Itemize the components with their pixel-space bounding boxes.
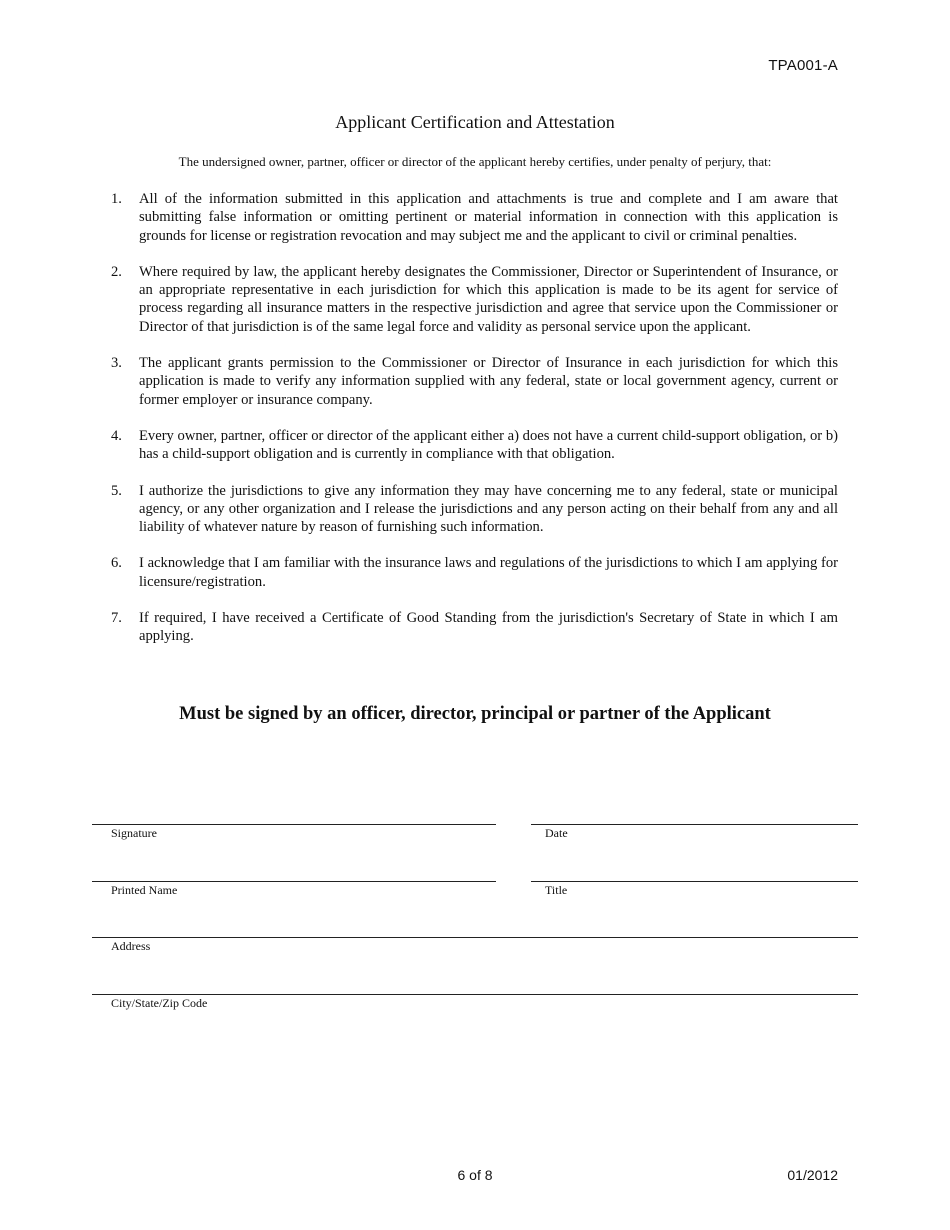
attestation-list [111, 190, 838, 664]
document-title: Applicant Certification and Attestation [335, 112, 615, 132]
item-number: 3. [111, 355, 122, 372]
signature-field[interactable] [92, 824, 496, 840]
item-text: If required, I have received a Certificate of Good Standing from the jurisdiction's Secretary of State in which I am applying. [139, 610, 838, 645]
item-number: 7. [111, 610, 122, 627]
item-text: I acknowledge that I am familiar with the insurance laws and regulations of the jurisdictions to which I am applying for licensure/registration. [139, 555, 838, 590]
attestation-item [111, 263, 838, 336]
item-text: All of the information submitted in this application and attachments is true and complete and I am aware that submitting false information or omitting pertinent or material information in connection with this application is grounds for license or registration revocation and may subject me and the applicant to civil or criminal penalties. [139, 191, 838, 244]
printed-name-field[interactable] [92, 881, 496, 897]
printed-name-label: Printed Name [111, 883, 178, 897]
item-number: 6. [111, 555, 122, 572]
title-field[interactable] [531, 881, 858, 897]
item-number: 1. [111, 191, 122, 207]
city-state-zip-label: City/State/Zip Code [111, 996, 208, 1010]
attestation-item [111, 427, 838, 464]
form-code: TPA001-A [768, 57, 838, 74]
page-number: 6 of 8 [457, 1167, 493, 1183]
item-text: I authorize the jurisdictions to give any information they may have concerning me to any federal, state or municipal agency, or any other organization and I release the jurisdictions and any person acting on their behalf from any and all liability of whatever nature by reason of furnishing such information. [139, 482, 838, 536]
signature-label: Signature [111, 826, 157, 840]
item-text: The applicant grants permission to the Commissioner or Director of Insurance in each jurisdiction for which this application is made to verify any information supplied with any federal, state or local government agency, current or former employer or insurance company. [139, 355, 838, 408]
item-number: 4. [111, 427, 122, 444]
item-text: Where required by law, the applicant hereby designates the Commissioner, Director or Superintendent of Insurance, or an appropriate representative in each jurisdiction for which this application is made to be its agent for service of process regarding all insurance matters in the respective jurisdiction and agree that service upon the Commissioner or Director of that jurisdiction is of the same legal force and validity as personal service upon the applicant. [139, 263, 838, 335]
date-field[interactable] [531, 824, 858, 840]
revision-date: 01/2012 [787, 1167, 838, 1183]
city-state-zip-field[interactable] [92, 994, 858, 1010]
attestation-item [111, 190, 838, 245]
item-text: Every owner, partner, officer or director of the applicant either a) does not have a current child-support obligation, or b) has a child-support obligation and is currently in compliance with that obligation. [139, 427, 838, 463]
attestation-item [111, 354, 838, 409]
attestation-item [111, 554, 838, 591]
certification-intro: The undersigned owner, partner, officer or director of the applicant hereby certifies, under penalty of perjury, that: [178, 154, 772, 169]
attestation-item [111, 609, 838, 646]
attestation-item [111, 482, 838, 537]
signature-heading: Must be signed by an officer, director, principal or partner of the Applicant [179, 704, 771, 724]
date-label: Date [545, 826, 568, 840]
address-label: Address [111, 939, 151, 953]
address-field[interactable] [92, 937, 858, 953]
title-label: Title [545, 883, 568, 897]
item-number: 5. [111, 482, 122, 499]
item-number: 2. [111, 263, 122, 280]
